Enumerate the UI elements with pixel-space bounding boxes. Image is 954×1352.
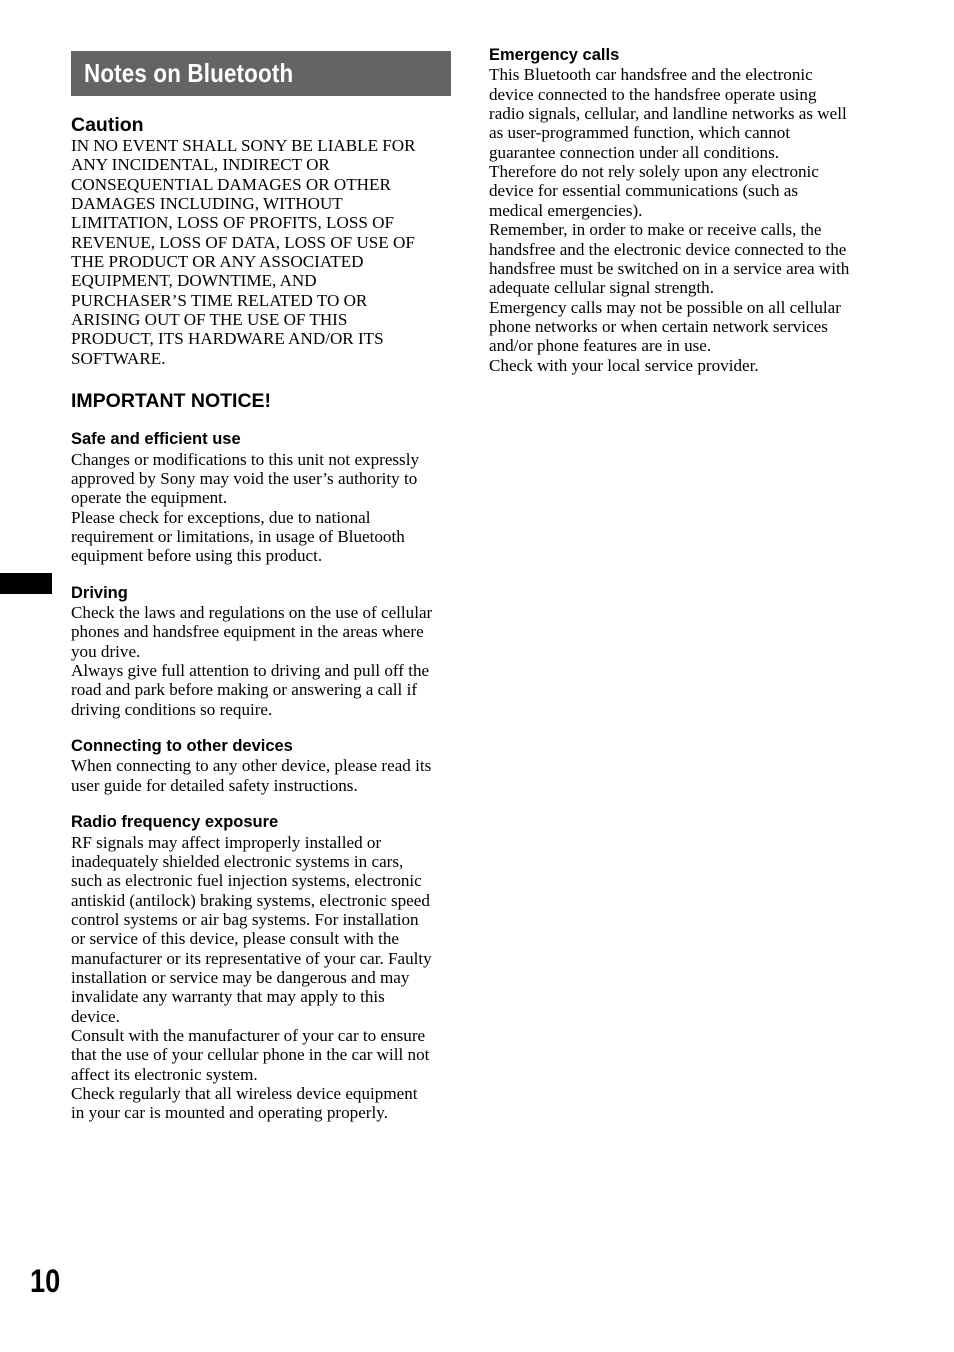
caution-line: CONSEQUENTIAL DAMAGES OR OTHER — [71, 174, 391, 194]
caution-line: DAMAGES INCLUDING, WITHOUT — [71, 194, 343, 214]
caution-line: ANY INCIDENTAL, INDIRECT OR — [71, 155, 330, 175]
section-line: device. — [71, 1006, 120, 1026]
page-title: Notes on Bluetooth — [84, 58, 294, 88]
section-line: Check the laws and regulations on the use of cellular — [71, 603, 433, 622]
section-line: road and park before making or answering a call if — [71, 680, 418, 700]
section-radio-frequency — [71, 813, 451, 1123]
section-line: Consult with the manufacturer of your car to ensure — [71, 1026, 426, 1045]
emergency-line: Therefore do not rely solely upon any electronic — [489, 162, 819, 182]
section-line: in your car is mounted and operating properly. — [71, 1103, 388, 1123]
section-line: phones and handsfree equipment in the areas where — [71, 622, 424, 642]
right-column — [489, 46, 879, 375]
section-line: Check regularly that all wireless device equipment — [71, 1084, 418, 1104]
emergency-line: and/or phone features are in use. — [489, 336, 712, 356]
section-heading: Radio frequency exposure — [71, 813, 279, 832]
section-heading: Safe and efficient use — [71, 430, 241, 449]
section-line: equipment before using this product. — [71, 546, 323, 566]
section-line: antiskid (antilock) braking systems, electronic speed — [71, 890, 430, 910]
emergency-calls-heading: Emergency calls — [489, 46, 620, 64]
emergency-line: adequate cellular signal strength. — [489, 278, 714, 298]
section-line: affect its electronic system. — [71, 1064, 258, 1084]
caution-line: REVENUE, LOSS OF DATA, LOSS OF USE OF — [71, 232, 415, 252]
emergency-line: handsfree and the electronic device connected to the — [489, 239, 847, 259]
section-driving — [71, 584, 451, 719]
left-column — [71, 51, 451, 1123]
section-line: such as electronic fuel injection systems, electronic — [71, 871, 422, 891]
section-line: driving conditions so require. — [71, 699, 273, 719]
caution-body — [71, 136, 451, 368]
important-notice-heading: IMPORTANT NOTICE! — [71, 390, 272, 413]
caution-line: IN NO EVENT SHALL SONY BE LIABLE FOR — [71, 136, 416, 155]
section-heading: Connecting to other devices — [71, 737, 293, 756]
section-line: requirement or limitations, in usage of Bluetooth — [71, 526, 405, 546]
emergency-line: Check with your local service provider. — [489, 355, 759, 375]
emergency-line: guarantee connection under all conditions. — [489, 142, 780, 162]
emergency-line: Emergency calls may not be possible on all cellular — [489, 297, 841, 317]
section-line: inadequately shielded electronic systems in cars, — [71, 851, 404, 871]
section-line: user guide for detailed safety instructions. — [71, 775, 358, 795]
section-line: invalidate any warranty that may apply to this — [71, 987, 385, 1007]
emergency-line: device for essential communications (such as — [489, 181, 799, 201]
section-line: Always give full attention to driving and pull off the — [71, 661, 430, 681]
title-banner — [71, 51, 451, 96]
section-line: RF signals may affect improperly installed or — [71, 832, 382, 852]
emergency-line: radio signals, cellular, and landline networks as well — [489, 104, 847, 124]
page-number: 10 — [30, 1263, 61, 1299]
caution-line: PURCHASER’S TIME RELATED TO OR — [71, 290, 368, 310]
section-line: operate the equipment. — [71, 488, 228, 508]
emergency-line: phone networks or when certain network services — [489, 316, 828, 336]
section-line: or service of this device, please consult with the — [71, 929, 400, 949]
caution-line: PRODUCT, ITS HARDWARE AND/OR ITS — [71, 329, 384, 349]
section-line: approved by Sony may void the user’s authority to — [71, 468, 418, 488]
emergency-line: as user-programmed function, which cannot — [489, 123, 791, 143]
caution-heading: Caution — [71, 114, 144, 136]
emergency-line: Remember, in order to make or receive calls, the — [489, 220, 822, 240]
section-connecting-devices — [71, 737, 451, 795]
section-line: Please check for exceptions, due to national — [71, 507, 371, 527]
section-line: When connecting to any other device, please read its — [71, 756, 432, 776]
emergency-line: This Bluetooth car handsfree and the electronic — [489, 65, 813, 85]
emergency-line: device connected to the handsfree operate using — [489, 84, 817, 104]
section-heading: Driving — [71, 583, 128, 602]
emergency-line: medical emergencies). — [489, 200, 643, 220]
emergency-line: handsfree must be switched on in a service area with — [489, 258, 850, 278]
section-tab-marker — [0, 573, 52, 594]
section-line: Changes or modifications to this unit not expressly — [71, 449, 420, 469]
caution-line: EQUIPMENT, DOWNTIME, AND — [71, 271, 317, 291]
section-line: control systems or air bag systems. For installation — [71, 909, 419, 929]
section-line: manufacturer or its representative of your car. Faulty — [71, 948, 432, 968]
section-line: you drive. — [71, 641, 141, 661]
section-line: installation or service may be dangerous and may — [71, 967, 410, 987]
caution-line: LIMITATION, LOSS OF PROFITS, LOSS OF — [71, 213, 394, 233]
section-safe-use — [71, 430, 451, 565]
caution-line: SOFTWARE. — [71, 348, 166, 368]
section-line: that the use of your cellular phone in the car will not — [71, 1045, 430, 1065]
caution-line: THE PRODUCT OR ANY ASSOCIATED — [71, 252, 364, 272]
caution-line: ARISING OUT OF THE USE OF THIS — [71, 310, 348, 330]
